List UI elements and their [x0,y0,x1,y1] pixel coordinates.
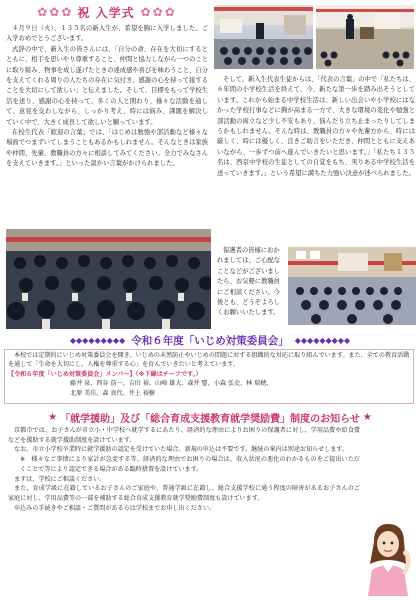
entrance-title-text: 祝 入学式 [77,5,135,20]
members-heading: 【令和６年度「いじめ対策委員会」メンバー】（※下線はチーフです。） [8,370,202,378]
teacher-illustration [360,520,416,596]
paragraph: 本校では定期的にいじめ対策委員会を開き、いじめの未然防止やいじめの問題に対する組織的な対応に取り組んでいます。また、全ての教育活動を通して「生命を大切にし、人権を尊重する心」を育んでいきたいと考えています。 [8,352,410,369]
paragraph: 在校生代表「歓迎の言葉」では、「はじめは勉強や部活動など様々な場面でつまずいてしまうこともあるかもしれません。そんなときは家族や仲間、先輩、教職員の方々に相談してみてください。全力でみなさんを支えていきます。」といった温かい言葉がかけられました。 [6,129,208,168]
paragraph: まずは、学校にご相談ください。 [14,475,106,483]
aid-title-text: 「就学援助」及び「総合育成支援教育就学奨励費」制度のお知らせ [60,413,360,425]
blossom-icon: ✿ [61,5,72,19]
paragraph: 式辞の中で、新入生の皆さんには、「自分の命、存在を大切にするとともに、相手を思いやり尊重すること、仲間と協力しながら一つのことに取り組み、物事を成し遂げたときの達成感や喜びを味わうこと、自分を支えてくれる周りの人たちの存在に気付き、感謝の心を持って接することを大切にして欲しい」と伝えました。そして、目標をもって学校生活を送り、感謝の心を持って、多くの人と関わり、様々な活動を通して、意見を交わしながら、しっかり考え、時には悩み、課題を解決していく中で、大きく成長して欲しいと願っています。 [6,45,208,126]
blossom-icon: ✿ [37,5,48,19]
paragraph: ４月９日（火）、１３５名の新入生が、希望を胸に入学しました。ご入学おめでとうございます。 [6,25,208,43]
ceremony-stage-photo [214,5,313,69]
ijime-title-text: 令和６年度「いじめ対策委員会」 [131,334,289,347]
students-seated-photo [6,229,211,329]
star-icon: ★ [362,411,372,423]
paragraph: また、育成学級に在籍しているお子さんのご家庭や、普通学級に在籍し、総合支援学校に通う程度の障害があるお子さんのご家庭に対し、学用品費等の一部を補助する総合育成支援教育就学奨励費制度も設けています。 [8,485,360,502]
star-icon: ★ [48,411,58,423]
paragraph: なお、市立小学校卒業時に就学援助の認定を受けていた場合、新規の申込は不要です。継続の案内は別途お知らせします。 [14,446,348,454]
gymnasium-photo [288,247,416,325]
paragraph: 京都市では、お子さんが市立小・中学校へ就学するにあたり、経済的な理由によりお困りの保護者に対し、学用品費や給食費などを援助する就学援助制度を設けています。 [8,427,360,444]
ceremony-speech-photo [316,5,414,69]
guardian-message [217,246,285,319]
diamond-icon: ◆◆◆◆◆◆◆◆◆ [69,335,126,345]
blossom-icon: ✿ [140,5,151,19]
paragraph: そして、新入生代表生徒からは、「代表の言葉」の中で「私たちは、６年間の小学校生活を終えて、今、新たな第一歩を踏み出そうとしています。これから始まる中学校生活は、新しい出会いや小学校にはなかった学校行事などに胸が高まる一方で、大きな環境の変化や勉強と部活動の両立など少し不安もあり、悩んだり立ち止まったりしてしまうかもしれません。そんな時は、教職員の方々や先輩方から、時には厳しく、時には優しく、良きご助言をいただき、仲間とともに支えあいながら、一歩ずつ前へ進んでいきたいと思います。」「私たち１３５名は、西京中学校の生徒としての自覚をもち、実りある中学校生活を送っていきます。」という希望に満ちた力強い決意が述べられました。 [217,76,415,177]
members-line: 藤井 泉、西谷 浩一、吉田 裕、山崎 雄大、森井 聖、小森 弘史、林 瑞穂、 [70,380,273,388]
aid-text [8,426,360,513]
blossom-icon: ✿ [152,5,163,19]
paragraph: 保護者の皆様におかれましては、ご心配なことなどがございましたら、お気軽に教職員にご相談ください。今後とも、どうぞよろしくお願いいたします。 [217,247,280,317]
blossom-icon: ✿ [164,5,175,19]
entrance-right-text [217,75,415,179]
ijime-text [8,351,410,398]
entrance-title [6,4,206,20]
aid-title [4,410,416,424]
blossom-icon: ✿ [49,5,60,19]
entrance-left-text [6,24,208,170]
diamond-icon: ◆◆◆◆◆◆◆◆◆ [294,335,351,345]
ijime-title [40,333,380,347]
note: ※ 様々なご事情により家計が急変する等、経済的な理由でお困りの場合は、収入状況の悪化のわかるものをご提出いただくことで等により認定できる場合がある臨時措置を設けています。 [20,456,360,473]
paragraph: 申込みの手続きやご相談・ご質問がある方は学校までお申し出ください。 [14,504,216,512]
members-line: 北原 美佳、森 真代、井上 裕樹 [70,389,156,397]
